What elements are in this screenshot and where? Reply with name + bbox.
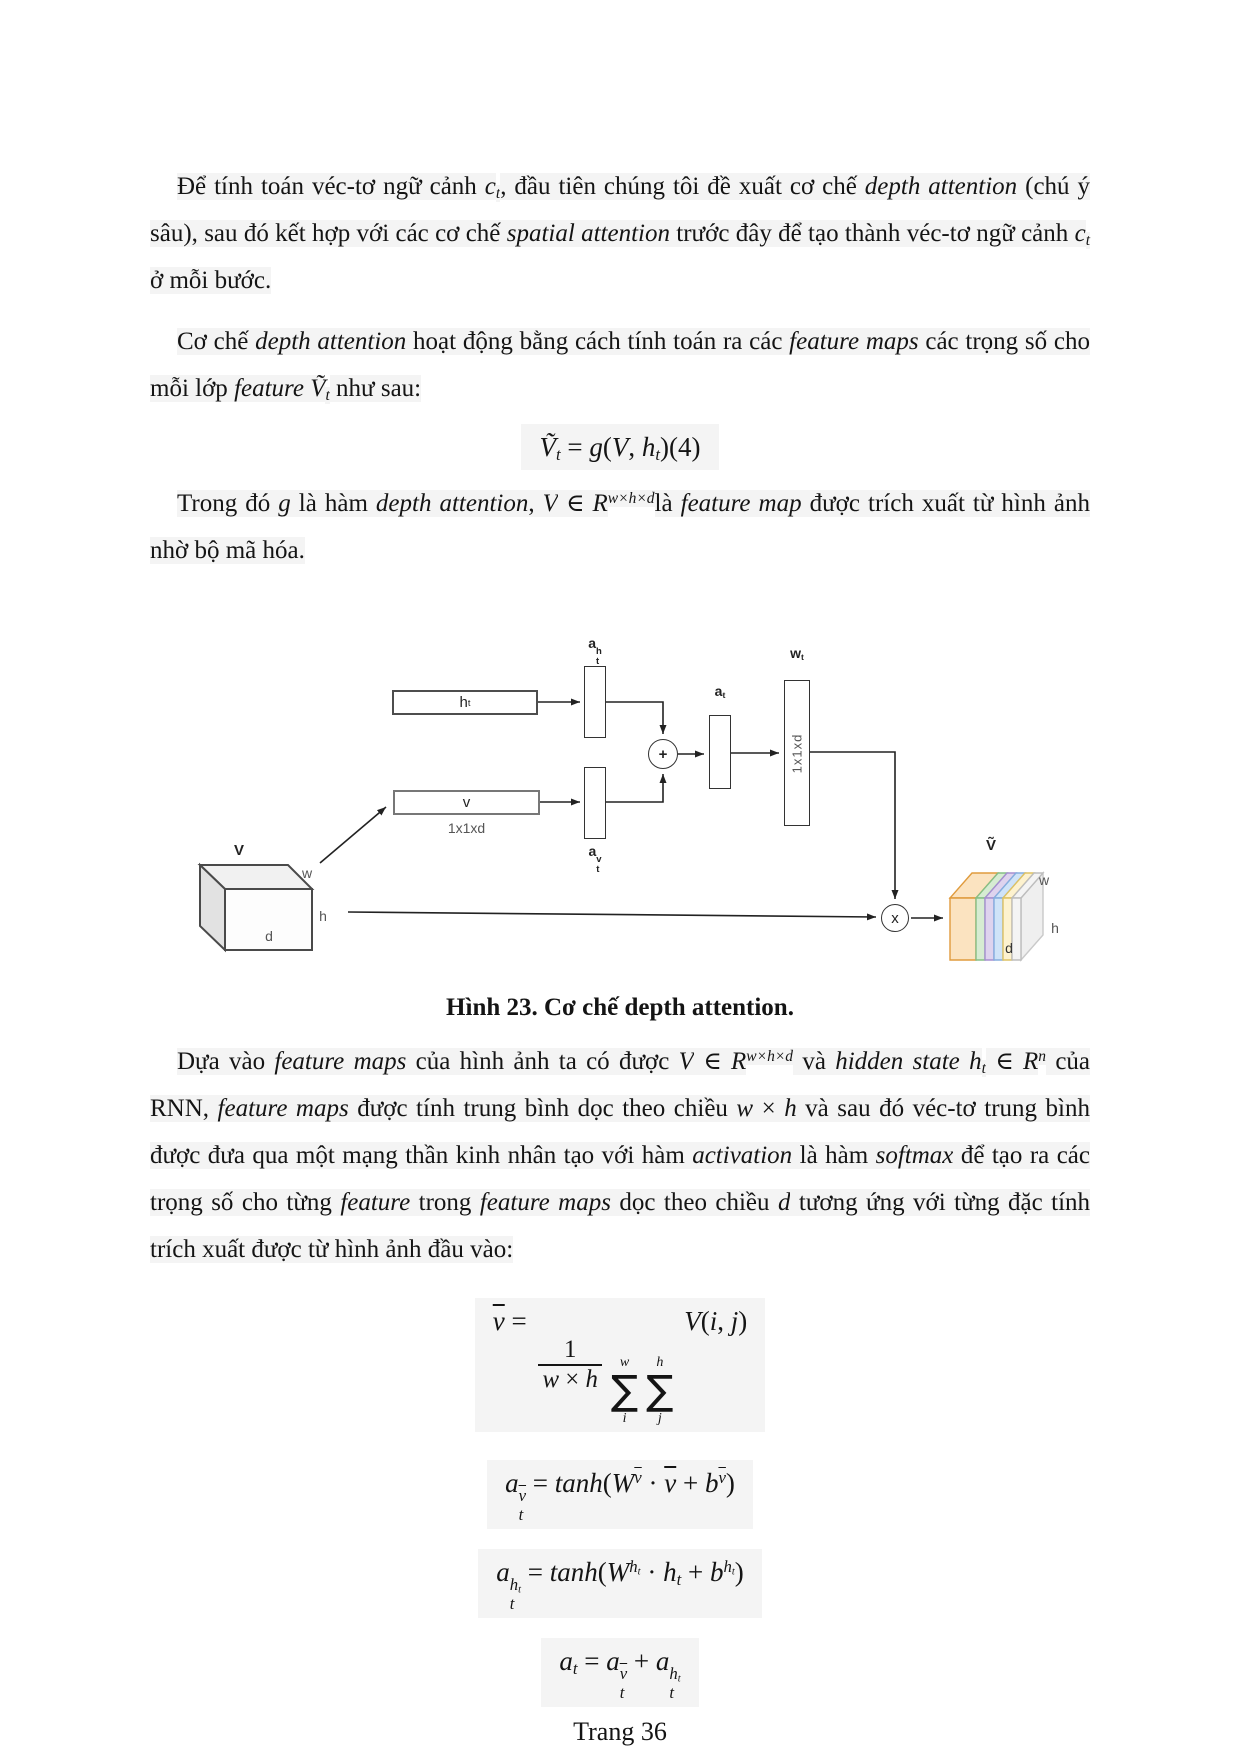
equation-4-content: Ṽ$_t$ = g(V, $h_t)(4)$ <box>521 424 718 470</box>
equation-av <box>150 1460 1090 1529</box>
wt-label: $w_t$ <box>790 645 804 663</box>
weighted-feature-stack <box>950 873 1043 960</box>
cube-v-label: V <box>233 842 244 860</box>
equation-4 <box>150 424 1090 470</box>
equation-ah-content: a $h_t$ t = $\tanh(W^{h_t} \cdot h_t + b^{h_t})$ <box>478 1549 761 1618</box>
feature-cube <box>200 865 312 950</box>
paragraph-intro: Để tính toán véc-tơ ngữ cảnh $c_t$, đầu tiên chúng tôi đề xuất cơ chế depth attention (chú ý sâu), sau đó kết hợp với các cơ chế spatial attention trước đây để tạo thành véc-tơ ngữ cảnh $c_t$ ở mỗi bước. <box>150 173 1091 294</box>
at-rect <box>709 715 731 789</box>
avt-label: a v t <box>588 843 602 876</box>
cube-w-label: w <box>301 865 313 882</box>
aht-label: a h t <box>588 635 602 668</box>
plus-circle-icon: + <box>648 739 678 769</box>
paragraph-depth-attention: Cơ chế depth attention hoạt động bằng cách tính toán ra các feature maps các trọng số cho mỗi lớp feature Ṽ$_t$ như sau: <box>150 328 1091 404</box>
hidden-state-box: h t <box>392 690 538 715</box>
figure-depth-attention-diagram <box>150 600 1090 978</box>
mean-vector-box: v <box>393 790 540 815</box>
multiply-circle-icon: x <box>881 904 909 932</box>
equation-vbar <box>150 1298 1090 1432</box>
avt-rect <box>584 767 606 839</box>
at-label: $a_t$ <box>714 683 726 701</box>
output-w-label: w <box>1038 872 1050 889</box>
output-h-label: h <box>1051 920 1059 937</box>
mean-vector-dim-label: 1x1xd <box>447 820 486 837</box>
equation-av-content: a $\overline{v}$ t = $\tanh(W^{\overline{v}} \cdot \overline{v} + b^{\overline{v}})$ <box>487 1460 753 1529</box>
equation-at <box>150 1638 1090 1707</box>
aht-rect <box>584 666 606 738</box>
figure-caption: Hình 23. Cơ chế depth attention. <box>446 994 794 1022</box>
page-number: Trang 36 <box>573 1717 667 1747</box>
cube-h-label: h <box>319 908 327 925</box>
equation-vbar-content: $\overline{v}$ = $\frac{1}{w \times h}$ w ∑ i h ∑ j V(i, j) <box>475 1298 766 1432</box>
wt-dim-label: 1x1xd <box>789 733 805 774</box>
diagram-arrows-and-shapes <box>150 600 1090 978</box>
paragraph-trong-do: Trong đó g là hàm depth attention, V ∈ $R^{w\times h\times d}là$ feature map được trích xuất từ hình ảnh nhờ bộ mã hóa. <box>150 489 1090 565</box>
equation-ah <box>150 1549 1090 1618</box>
equation-at-content: $a_t = a$ $\overline{v}$ t + a $h_t$ t <box>541 1638 698 1707</box>
output-d-label: d <box>1005 940 1013 957</box>
cube-d-label: d <box>265 928 273 945</box>
paragraph-dua-vao: Dựa vào feature maps của hình ảnh ta có được V ∈ $R^{w\times h\times d}$ và hidden state $h_t$ ∈ $R^n$ của RNN, feature maps được tính trung bình dọc theo chiều w × h và sau đó véc-tơ trung bình được đưa qua một mạng thần kinh nhân tạo với hàm activation là hàm softmax để tạo ra các trọng số cho từng feature trong feature maps dọc theo chiều d tương ứng với từng đặc tính trích xuất được từ hình ảnh đầu vào: <box>150 1047 1091 1264</box>
output-v-label: Ṽ <box>985 837 996 855</box>
